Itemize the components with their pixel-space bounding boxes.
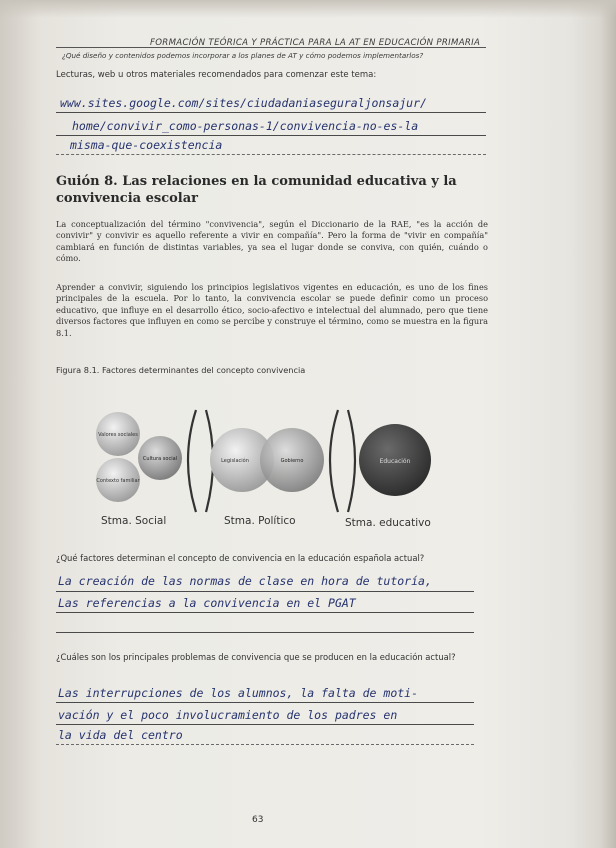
- answer-2-line-1: Las interrupciones de los alumnos, la falta de moti-: [58, 686, 419, 700]
- figure-caption: Figura 8.1. Factores determinantes del concepto convivencia: [56, 365, 306, 375]
- question-1: ¿Qué factores determinan el concepto de convivencia en la educación española actual?: [56, 553, 425, 563]
- label-stma-educativo: Stma. educativo: [345, 517, 431, 529]
- bracket-left-1: [188, 410, 196, 512]
- answer-1-rule-1: [56, 591, 474, 592]
- answer-1-line-2: Las referencias a la convivencia en el PGAT: [58, 596, 356, 610]
- answer-2-line-2: vación y el poco involucramiento de los padres en: [58, 708, 398, 722]
- answer-2-rule-1: [56, 702, 474, 703]
- readings-handwritten-line-2: home/convivir_como-personas-1/convivencia-no-es-la: [72, 119, 419, 133]
- readings-handwritten-line-3: misma-que-coexistencia: [70, 138, 223, 152]
- answer-2-rule-3: [56, 744, 474, 745]
- header-subtitle: ¿Qué diseño y contenidos podemos incorporar a los planes de AT y cómo podemos implementarlos?: [62, 51, 424, 60]
- readings-rule-2: [56, 135, 486, 136]
- section-title: Guión 8. Las relaciones en la comunidad educativa y la convivencia escolar: [56, 174, 457, 206]
- paragraph-2: Aprender a convivir, siguiendo los principios legislativos vigentes en educación, es uno de los fines principales de la escuela. Por lo tanto, la convivencia escolar se puede definir como un proceso educativo, que influye en el desarrollo ético, socio-afectivo e intelectual del alumnado, pero que tiene diversos factores que influyen en como se percibe y construye el término, como se muestra en la figura 8.1.: [56, 282, 488, 338]
- readings-label: Lecturas, web u otros materiales recomendados para comenzar este tema:: [56, 70, 377, 80]
- page-number: 63: [252, 815, 264, 825]
- bracket-left-2: [330, 410, 338, 512]
- answer-1-line-1: La creación de las normas de clase en hora de tutoría,: [58, 574, 432, 588]
- circle-educativo-label: Educación: [379, 458, 411, 465]
- readings-handwritten-line-1: www.sites.google.com/sites/ciudadaniaseguraljonsajur/: [60, 96, 427, 110]
- figure-diagram: [70, 400, 450, 520]
- top-shadow: [0, 0, 616, 18]
- header-title: FORMACIÓN TEÓRICA Y PRÁCTICA PARA LA AT EN EDUCACIÓN PRIMARIA: [150, 38, 481, 48]
- answer-2-rule-2: [56, 724, 474, 725]
- circle-politico-label-2: Gobierno: [280, 458, 304, 464]
- answer-2-line-3: la vida del centro: [58, 728, 183, 742]
- circle-social-label-1: Valores sociales: [98, 432, 138, 438]
- paragraph-1: La conceptualización del término "convivencia", según el Diccionario de la RAE, "es la acción de convivir" y convivir es aquello referente a vivir en compañía". Pero la forma de "vivir en compañía" cambiará en función de distintas variables, ya sea el lugar donde se conviva, con quién, cuándo o cómo.: [56, 219, 488, 264]
- circle-social-label-3: Contexto familiar: [96, 478, 140, 484]
- answer-1-rule-3: [56, 632, 474, 633]
- label-stma-politico: Stma. Político: [224, 515, 296, 527]
- circle-politico-label-1: Legislación: [221, 458, 249, 464]
- question-2: ¿Cuáles son los principales problemas de convivencia que se producen en la educación actual?: [56, 652, 456, 662]
- readings-rule-1: [56, 112, 486, 113]
- readings-rule-3: [56, 154, 486, 155]
- circle-social-label-2: Cultura social: [142, 456, 178, 462]
- answer-1-rule-2: [56, 612, 474, 613]
- bracket-right-2: [348, 410, 355, 512]
- label-stma-social: Stma. Social: [101, 515, 167, 527]
